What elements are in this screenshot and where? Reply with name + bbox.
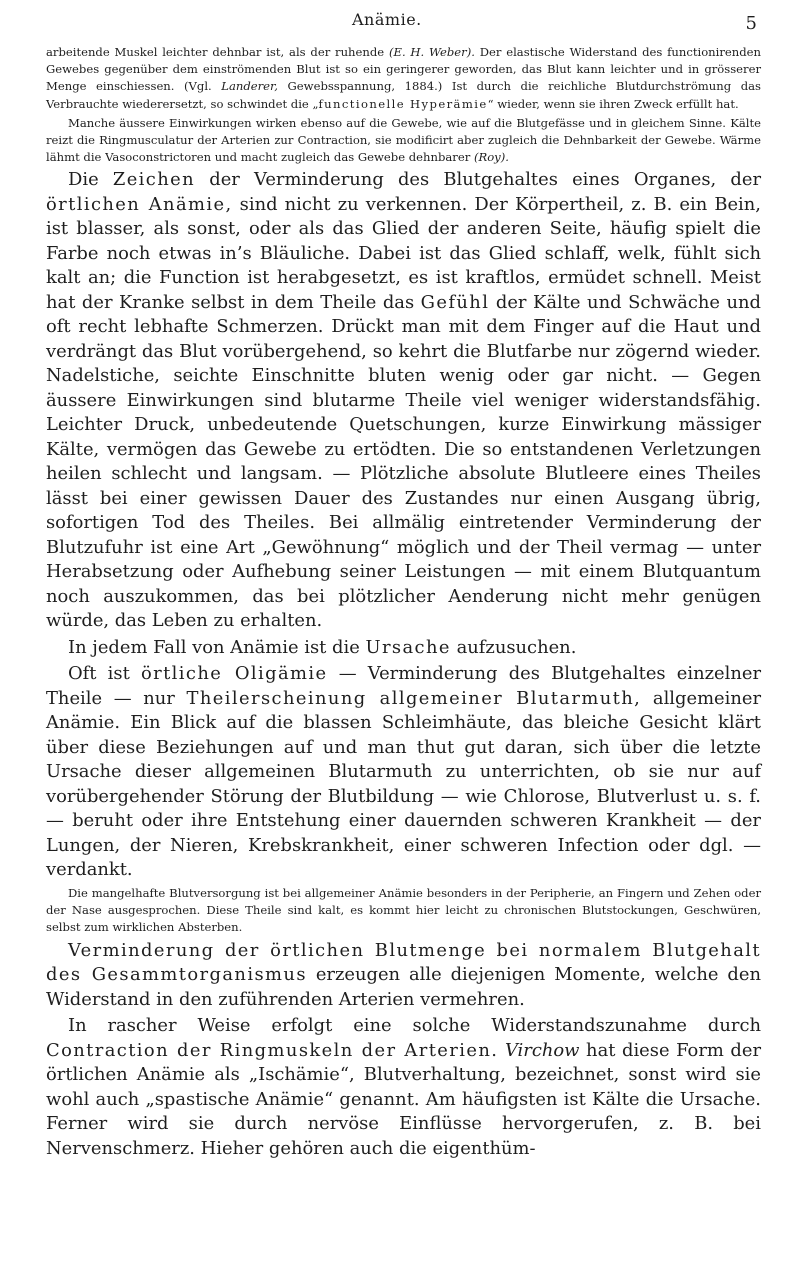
paragraph [46,115,761,167]
text-run: Manche äussere Einwirkungen wirken ebenso auf die Gewebe, wie auf die Blutgefässe und in gleichem Sinne. Kälte reizt die Ringmusculatur der Arterien zur Contraction, sie modificirt aber zugleich die Dehnbarkeit der Gewebe. Wärme lähmt die Vasoconstrictoren und macht zugleich das Gewebe dehnbarer [46,115,761,165]
text-run: arbeitende Muskel leichter dehnbar ist, als der ruhende [46,45,389,59]
text-run: hat diese Form der örtlichen Anämie als „Ischämie“, Blutverhaltung, bezeichnet, sonst wird sie wohl auch „spastische Anämie“ genannt. Am häufigsten ist Kälte die Ursache. Ferner wird sie durch nervöse Einflüsse hervorgerufen, z. B. bei Nervenschmerz. Hieher gehören auch die eigenthüm- [46,1039,762,1159]
running-head [0,10,801,36]
text-run: sind nicht zu verkennen. Der Körpertheil, z. B. ein Bein, ist blasser, als sonst, oder als das Glied der anderen Seite, häufig spielt die Farbe noch etwas in’s Bläuliche. Dabei ist das Glied schlaff, welk, fühlt sich kalt an; die Function ist herabgesetzt, es ist kraftlos, ermüdet schnell. Meist hat der Kranke selbst in dem Theile das [46,193,761,313]
text-run: Die mangelhafte Blutversorgung ist bei allgemeiner Anämie besonders in der Peripherie, an Fingern und Zehen oder der Nase ausgesprochen. Diese Theile sind kalt, es kommt hier leicht zu chronischen Blutstockungen, Geschwüren, selbst zum wirklichen Absterben. [46,885,761,935]
paragraph [46,662,761,883]
spaced-emphasis: Verminderung der örtlichen Blutmenge bei normalem Blutgehalt des Gesammtorganismus [46,939,761,986]
spaced-emphasis: Theilerscheinung allgemeiner Blutarmuth, [186,687,642,709]
spaced-emphasis: Contraction der Ringmuskeln der Arterien. [46,1039,499,1061]
text-run: der Verminderung des Blutgehaltes eines Organes, der [195,169,761,191]
paragraph [46,168,761,634]
italic-text: (Roy). [473,150,509,165]
text-run [498,1040,505,1061]
spaced-emphasis: functionelle Hyperämie [318,96,488,111]
spaced-emphasis: örtliche Oligämie [140,663,328,685]
text-run: In rascher Weise erfolgt eine solche Widerstandszunahme durch [68,1015,761,1037]
text-run: “ wieder, wenn sie ihren Zweck erfüllt hat. [487,96,739,111]
italic-text: (E. H. Weber). [388,45,475,59]
text-run: — Verminderung des Blutgehaltes einzelner Theile — nur [46,663,762,709]
spaced-emphasis: Gefühl [420,291,490,313]
text-run: aufzusuchen. [450,636,577,658]
text-run: der Kälte und Schwäche und oft recht lebhafte Schmerzen. Drückt man mit dem Finger auf die Haut und verdrängt das Blut vorübergehend, so kehrt die Blutfarbe nur zögernd wieder. Nadelstiche, seichte Einschnitte bluten wenig oder gar nicht. — Gegen äussere Einwirkungen sind blutarme Theile viel weniger widerstandsfähig. Leichter Druck, unbedeutende Quetschungen, kurze Einwirkung mässiger Kälte, vermögen das Gewebe zu ertödten. Die so entstandenen Verletzungen heilen schlecht und langsam. — Plötzliche absolute Blutleere eines Theiles lässt bei einer gewissen Dauer des Zustandes nur einen Ausgang übrig, sofortigen Tod des Theiles. Bei allmälig eintretender Verminderung der Blutzufuhr ist eine Art „Gewöhnung“ möglich und der Theil vermag — unter Herabsetzung oder Aufhebung seiner Leistungen — mit einem Blutquantum noch auszukommen, das bei plötzlicher Aenderung nicht mehr genügen würde, das Leben zu erhalten. [46,291,762,632]
body-text [46,44,761,1161]
text-run: Die [68,169,113,191]
paragraph [46,939,761,1013]
paragraph [46,636,761,661]
spaced-emphasis: Zeichen [112,169,196,191]
spaced-emphasis: örtlichen Anämie, [46,193,233,215]
paragraph [46,44,761,113]
page-number: 5 [745,13,757,34]
text-run: erzeugen alle diejenigen Momente, welche den Widerstand in den zuführenden Arterien vermehren. [46,964,761,1010]
text-run: In jedem Fall von Anämie ist die [68,636,366,658]
paragraph [46,1014,761,1161]
text-run: Oft ist [68,663,141,685]
italic-text: Landerer, [221,79,278,94]
italic-text: Virchow [504,1039,580,1061]
running-title: Anämie. [352,10,422,29]
text-run: Der elastische Widerstand des functionirenden Gewebes gegenüber dem einströmenden Blut ist so ein geringerer geworden, das Blut kann leichter und in grösserer Menge einschiessen. (Vgl. [46,45,761,94]
text-run: Gewebsspannung, 1884.) Ist durch die reichliche Blutdurchströmung das Verbrauchte wiederersetzt, so schwindet die „ [46,79,761,111]
text-run: allgemeiner Anämie. Ein Blick auf die blassen Schleimhäute, das bleiche Gesicht klärt über diese Beziehungen auf und man thut gut daran, sich über die letzte Ursache dieser allgemeinen Blutarmuth zu unterrichten, ob sie nur auf vorübergehender Störung der Blutbildung — wie Chlorose, Blutverlust u. s. f. — beruht oder ihre Entstehung einer dauernden schweren Krankheit — der Lungen, der Nieren, Krebskrankheit, einer schweren Infection oder dgl. — verdankt. [46,687,761,881]
spaced-emphasis: Ursache [365,636,451,658]
paragraph [46,885,761,937]
